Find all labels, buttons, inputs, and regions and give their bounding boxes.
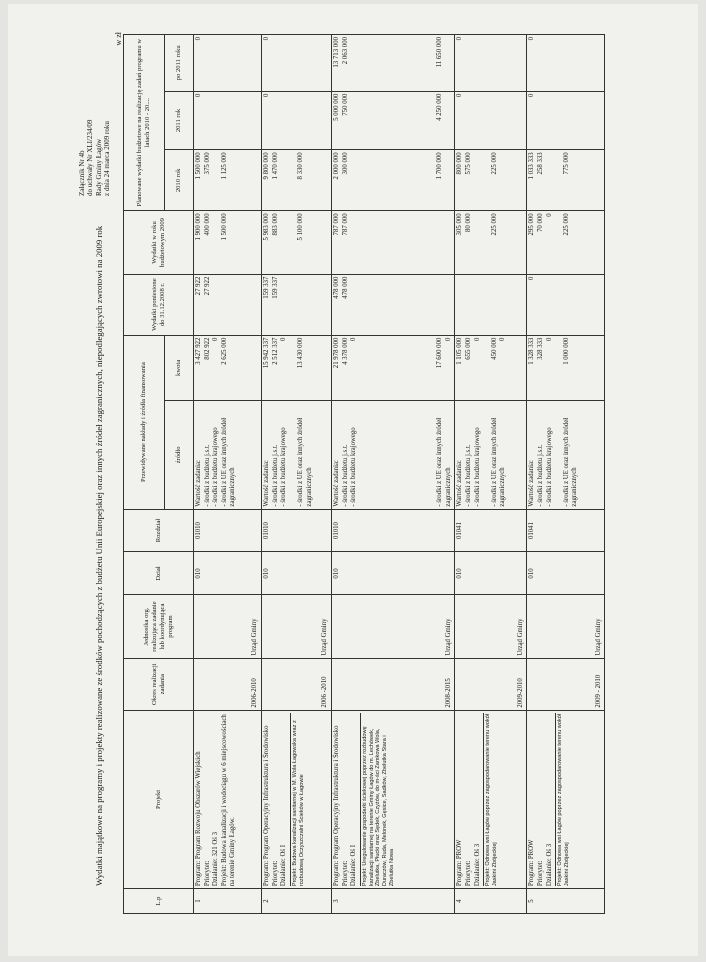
row-kwota-cell [262, 335, 332, 401]
row-lp: 2 [263, 899, 270, 903]
row-2011-cell [455, 91, 527, 150]
header-line: Rady Gminy Łagów [94, 138, 103, 196]
row-poniesione: 159 337 159 337 [263, 276, 279, 299]
header-line: do uchwały Nr XLI/234/09 [86, 119, 95, 196]
row-2010: 2 000 000 300 000 1 700 000 [333, 152, 444, 180]
row-po2011-cell [527, 35, 605, 92]
attachment-header [78, 120, 111, 196]
row-projekt-cell [262, 710, 332, 889]
row-projekt-cell [332, 710, 455, 889]
row-poniesione-cell [332, 274, 455, 335]
row-dzial: 010 [333, 568, 340, 579]
row-2011-cell [194, 91, 262, 150]
row-poniesione-cell [455, 274, 527, 335]
row-po2011: 13 713 000 2 063 000 11 650 000 [333, 37, 444, 68]
col-naklady: Przewidywane nakłady i źródła finansowania [124, 335, 165, 509]
col-projekt: Projekt [124, 710, 194, 889]
row-2009: 295 000 70 000 0 225 000 [528, 213, 570, 236]
row-rozdzial-cell [527, 509, 605, 552]
unit-label: w zł [114, 32, 123, 46]
table-row [332, 35, 455, 914]
row-2010-cell [455, 150, 527, 211]
row-projekt-cell [527, 710, 605, 889]
row-2011: 0 [528, 93, 536, 98]
row-kwota-cell [332, 335, 455, 401]
row-poniesione-cell [194, 274, 262, 335]
row-projekt: Program: Program Rozwoju Obszarów Wiejskich Priorytet: Działanie: 321 Oś 3 Projekt: Budowa kanalizacji i wodociągu w 6 miejscowościach na terenie Gminy Łagów. [195, 714, 237, 887]
col-zrodlo: źródło [165, 401, 194, 509]
row-dzial: 010 [263, 568, 270, 579]
table-header-row [124, 35, 165, 914]
row-2010: 1 033 333 258 333 775 000 [528, 152, 570, 180]
row-projekt-detail: Projekt: Budowa kanalizacji sanitarnej w M. Wola Łagowska wraz z rozbudową Oczyszczalni Ścieków w Łagowie [290, 713, 306, 887]
row-jednostka: Urząd Gminy [594, 618, 602, 656]
col-dzial: Dział [124, 552, 194, 595]
row-dzial: 010 [195, 568, 202, 579]
col-2010: 2010 rok [165, 150, 194, 211]
row-kwota: 1 328 333 328 333 0 1 000 000 [528, 337, 570, 365]
row-lp-cell [527, 889, 605, 914]
row-2010-cell [332, 150, 455, 211]
row-lp-cell [332, 889, 455, 914]
budget-table [123, 34, 605, 914]
row-2011: 5 000 000 750 000 4 250 000 [333, 93, 444, 121]
header-line: z dnia 24 marca 2009 roku [102, 121, 111, 196]
row-okres: 2008-2015 [444, 678, 452, 708]
col-rozdzial: Rozdział [124, 509, 194, 552]
col-lp: L.p [124, 889, 194, 914]
row-okres: 2009-2010 [516, 678, 524, 708]
row-okres-cell [332, 658, 455, 710]
row-rozdzial: 01041 [528, 522, 536, 540]
row-rozdzial: 01010 [333, 522, 340, 540]
row-zrodlo-cell [332, 401, 455, 509]
row-po2011: 0 [528, 37, 536, 41]
row-rozdzial-cell [332, 509, 455, 552]
scanned-page [8, 4, 698, 956]
table-row [194, 35, 262, 914]
row-dzial-cell [527, 552, 605, 595]
row-jednostka-cell [527, 595, 605, 658]
row-dzial: 010 [456, 568, 464, 579]
row-2010: 800 000 575 000 225 000 [456, 152, 498, 175]
row-zrodlo-cell [194, 401, 262, 509]
row-okres: 2006-2010 [251, 678, 259, 708]
row-lp: 5 [528, 899, 536, 903]
row-2010: 1 500 000 375 000 1 125 000 [195, 152, 228, 180]
row-projekt-cell [194, 710, 262, 889]
table-body [194, 35, 605, 914]
row-2009-cell [194, 211, 262, 274]
row-2010-cell [527, 150, 605, 211]
row-poniesione-cell [527, 274, 605, 335]
row-2011-cell [332, 91, 455, 150]
rotated-document [8, 4, 698, 956]
row-okres-cell [527, 658, 605, 710]
row-dzial-cell [455, 552, 527, 595]
row-po2011: 0 [263, 37, 270, 41]
row-rozdzial: 01010 [263, 522, 270, 540]
row-jednostka: Urząd Gminy [444, 618, 452, 656]
row-jednostka-cell [194, 595, 262, 658]
row-2009: 305 000 80 000 225 000 [456, 213, 498, 236]
row-zrodlo-cell [527, 401, 605, 509]
col-wydatki-poniesione: Wydatki poniesione do 31.12.2008 r. [124, 274, 194, 335]
row-kwota-cell [527, 335, 605, 401]
table-row [527, 35, 605, 914]
row-dzial: 010 [528, 568, 536, 579]
row-po2011-cell [332, 35, 455, 92]
row-projekt-detail: Projekt: Odnowa wsi Łagów poprzez zagospodarowanie terenu wokół Jaskini Zbójeckiej [485, 713, 498, 887]
header-line: Załącznik Nr 4b [78, 150, 86, 196]
row-okres-cell [194, 658, 262, 710]
row-okres: 2006 -2010 [321, 676, 329, 708]
row-2011: 0 [456, 93, 464, 98]
row-2011-cell [527, 91, 605, 150]
row-zrodlo: Wartość zadania: - środki z budżetu j.s.t. - środki z budżetu krajowego - środki z UE oraz innych źródeł zagranicznych [528, 417, 579, 507]
row-zrodlo: Wartość zadania: - środki z budżetu j.s.t. - środki z budżetu krajowego - środki z UE oraz innych źródeł zagranicznych [333, 417, 452, 507]
row-po2011-cell [194, 35, 262, 92]
row-kwota-cell [455, 335, 527, 401]
row-jednostka: Urząd Gminy [516, 618, 524, 656]
row-2009: 1 900 000 400 000 1 500 000 [195, 213, 228, 241]
row-jednostka-cell [262, 595, 332, 658]
row-po2011: 0 [456, 37, 464, 41]
row-kwota: 3 427 922 802 922 0 2 625 000 [195, 337, 228, 365]
row-lp-cell [262, 889, 332, 914]
row-2009-cell [527, 211, 605, 274]
row-okres-cell [262, 658, 332, 710]
row-projekt-detail: Projekt: Odnowa wsi Łagów poprzez zagospodarowanie terenu wokół Jaskini Zbójeckiej [557, 713, 570, 887]
row-zrodlo: Wartość zadania: - środki z budżetu j.s.t. - środki z budżetu krajowego - środki z UE oraz innych źródeł zagranicznych [195, 417, 237, 507]
table-row [262, 35, 332, 914]
row-2010: 9 800 000 1 470 000 8 330 000 [263, 152, 305, 180]
row-2011: 0 [195, 93, 202, 98]
row-zrodlo-cell [455, 401, 527, 509]
row-2011: 0 [263, 93, 270, 98]
row-projekt: Program: PROW Priorytet: Działanie: Oś 3 [528, 839, 553, 887]
row-zrodlo: Wartość zadania: - środki z budżetu j.s.t. - środki z budżetu krajowego - środki z UE oraz innych źródeł zagranicznych [263, 417, 313, 507]
col-okres: Okres realizacji zadania [124, 658, 194, 710]
row-jednostka: Urząd Gminy [321, 618, 329, 656]
row-rozdzial-cell [194, 509, 262, 552]
row-po2011-cell [455, 35, 527, 92]
row-poniesione: 27 922 27 922 [195, 276, 211, 296]
row-poniesione: 0 [528, 276, 536, 281]
row-2009: 787 000 787 000 [333, 213, 349, 236]
row-2011-cell [262, 91, 332, 150]
row-okres: 2009 - 2010 [594, 674, 602, 708]
row-lp-cell [194, 889, 262, 914]
row-2009: 5 983 000 883 000 5 100 000 [263, 213, 305, 241]
row-okres-cell [455, 658, 527, 710]
row-lp: 3 [333, 899, 340, 903]
row-projekt-cell [455, 710, 527, 889]
row-jednostka-cell [332, 595, 455, 658]
document-title: Wydatki majątkowe na programy i projekty realizowane ze środków pochodzących z budżetu Unii Europejskiej oraz innych źródeł zagranicznych, niepodlegających zwrotowi na 2009 rok [94, 225, 104, 886]
row-lp: 4 [456, 899, 464, 903]
row-rozdzial-cell [455, 509, 527, 552]
row-2010-cell [194, 150, 262, 211]
col-kwota: kwota [165, 335, 194, 401]
col-2011: 2011 rok [165, 91, 194, 150]
row-2009-cell [455, 211, 527, 274]
row-projekt: Program: PROW Priorytet: Działanie: Oś 3 [456, 839, 481, 887]
row-jednostka-cell [455, 595, 527, 658]
row-projekt-detail: Projekt: Uregulowanie gospodarki ściekowej poprzez rozbudowę kanalizacji sanitarnej na terenie Gminy Łagów do m. Lechówek, Zbelutka, Płucki oraz Sędek, Czyżów, do m-ści Zamkowa Wola, Duraczów, Ruda, Melonek, Gęsice, Sadków, Zbelutka Stara i Zbelutka Nowa [360, 713, 396, 887]
col-wydatki-2009: Wydatki w roku budżetowym 2009 [124, 211, 194, 274]
row-rozdzial: 01041 [456, 522, 464, 540]
row-kwota: 1 105 000 655 000 0 450 000 0 [456, 337, 507, 365]
row-poniesione: 478 000 478 000 [333, 276, 349, 299]
row-zrodlo: Wartość zadania: - środki z budżetu j.s.t. - środki z budżetu krajowego - środki z UE oraz innych źródeł zagranicznych [456, 417, 507, 507]
row-dzial-cell [332, 552, 455, 595]
row-lp-cell [455, 889, 527, 914]
row-dzial-cell [194, 552, 262, 595]
row-zrodlo-cell [262, 401, 332, 509]
table-row [455, 35, 527, 914]
row-2010-cell [262, 150, 332, 211]
row-po2011: 0 [195, 37, 202, 41]
row-projekt: Program: Program Operacyjny Infrastruktura i Środowisko Priorytet: Działanie: Oś I [333, 725, 358, 887]
row-jednostka: Urząd Gminy [251, 618, 259, 656]
col-po2011: po 2011 roku [165, 35, 194, 92]
row-2009-cell [262, 211, 332, 274]
row-kwota-cell [194, 335, 262, 401]
col-jednostka: Jednostka org. realizująca zadanie lub koordynująca program [124, 595, 194, 658]
row-rozdzial-cell [262, 509, 332, 552]
row-kwota: 21 978 000 4 378 000 0 17 600 000 0 [333, 337, 452, 369]
row-lp: 1 [195, 899, 202, 903]
row-2009-cell [332, 211, 455, 274]
row-kwota: 15 942 337 2 512 337 0 13 430 000 [263, 337, 305, 369]
row-dzial-cell [262, 552, 332, 595]
row-projekt: Program: Program Operacyjny Infrastruktura i Środowisko Priorytet: Działanie: Oś I [263, 725, 288, 887]
row-rozdzial: 01010 [195, 522, 202, 540]
row-poniesione-cell [262, 274, 332, 335]
col-planowane: Planowane wydatki budżetowe na realizację zadań programu w latach 2010 - 20.... [124, 35, 165, 211]
row-po2011-cell [262, 35, 332, 92]
